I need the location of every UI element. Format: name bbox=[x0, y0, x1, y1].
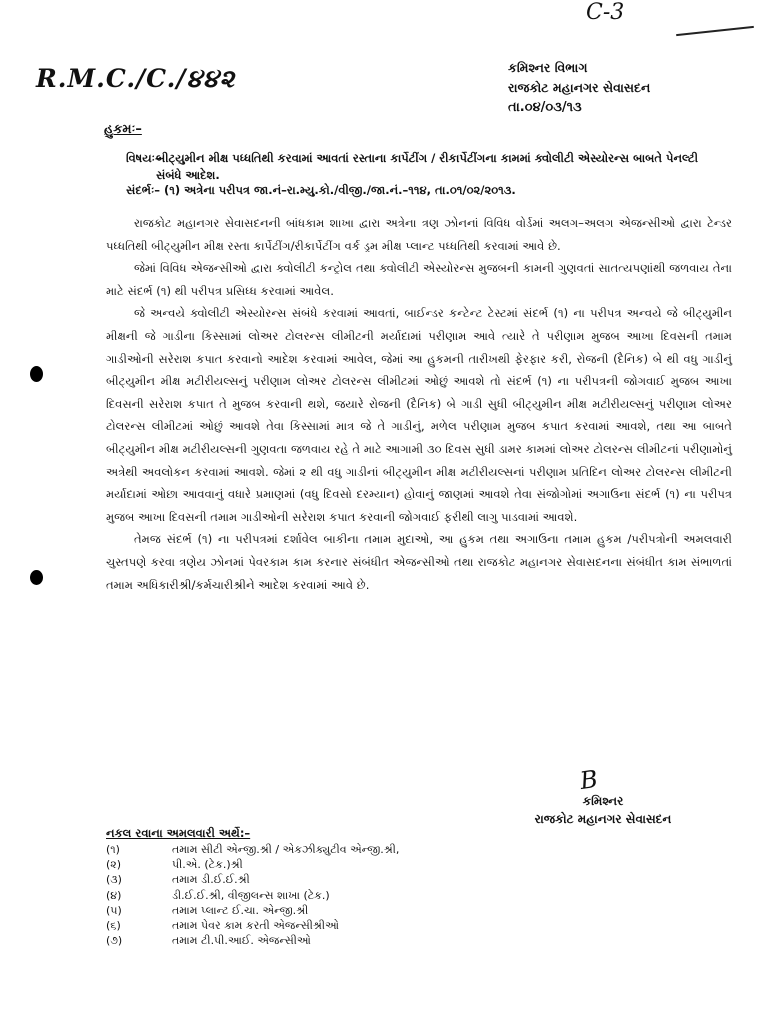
copy-to-list bbox=[106, 842, 399, 948]
corner-mark: C-3 bbox=[586, 0, 625, 25]
item-text: તમામ ડી.ઈ.ઈ.શ્રી bbox=[172, 873, 250, 887]
list-item bbox=[106, 903, 399, 918]
signature-mark: B bbox=[578, 764, 600, 796]
office-block bbox=[508, 58, 650, 118]
list-item bbox=[106, 933, 399, 948]
paragraph: તેમજ સંદર્ભ (૧) ના પરીપત્રમાં દર્શાવેલ બાકીના તમામ મુદાઓ, આ હુકમ તથા અગાઉના તમામ હુકમ /પરીપત્રોની અમલવારી ચુસ્તપણે કરવા ત્રણેય ઝોનમાં પેવરકામ કામ કરનાર સંબંધીત એજન્સીઓ તથા રાજકોટ મહાનગર સેવાસદનના સંબંધીત કામ સંભાળતાં તમામ અધિકારીશ્રી/કર્મચારીશ્રીને આદેશ કરવામાં આવે છે. bbox=[106, 532, 732, 592]
subject-block bbox=[126, 150, 726, 184]
reference-number: R.M.C./C./૪૪૨ bbox=[36, 64, 236, 93]
item-text: તમામ પ્લાન્ટ ઈ.ચા. એન્જી.શ્રી bbox=[172, 903, 309, 917]
order-body bbox=[106, 212, 732, 596]
item-text: તમામ સીટી એન્જી.શ્રી / એકઝીક્યુટીવ એન્જી.શ્રી, bbox=[172, 843, 400, 856]
item-number: (૪) bbox=[106, 888, 122, 902]
order-heading: હુકમઃ– bbox=[104, 122, 142, 137]
list-item bbox=[106, 918, 399, 933]
reference-label: સંદર્ભઃ– bbox=[126, 183, 160, 197]
paragraph: રાજકોટ મહાનગર સેવાસદનની બાંધકામ શાખા દ્વારા અત્રેના ત્રણ ઝોનનાં વિવિધ વોર્ડમાં અલગ–અલગ એજન્સીઓ દ્વારા ટેન્ડર પધ્ધતિથી બીટ્યુમીન મીક્ષ રસ્તા કાર્પેટીંગ/રીકાર્પેટીંગ વર્ક ડ્રમ મીક્ષ પ્લાન્ટ પધ્ધતિથી કરવામાં આવે છે. bbox=[106, 216, 732, 253]
punch-hole-mark bbox=[30, 366, 43, 382]
item-number: (૬) bbox=[106, 919, 121, 933]
item-number: (૧) bbox=[106, 843, 120, 856]
list-item bbox=[106, 857, 399, 872]
item-number: (૫) bbox=[106, 903, 122, 917]
corner-scribble bbox=[676, 26, 754, 36]
subject-text: બીટ્યુમીન મીક્ષ પધ્ધતિથી કરવામાં આવતાં રસ્તાના કાર્પેટીંગ / રીકાર્પેટીંગના કામમાં ક્વોલીટી એસ્યોરન્સ બાબતે પેનલ્ટી સંબંધે આદેશ. bbox=[156, 151, 699, 182]
list-item bbox=[106, 842, 399, 857]
signatory-block bbox=[508, 792, 698, 828]
item-number: (૭) bbox=[106, 934, 123, 948]
item-text: તમામ ટી.પી.આઈ. એજન્સીઓ bbox=[172, 934, 311, 948]
item-number: (૨) bbox=[106, 858, 122, 872]
paragraph: જે અન્વયે ક્વોલીટી એસ્યોરન્સ સંબંધે કરવામાં આવતાં, બાઈન્ડર કન્ટેન્ટ ટેસ્ટમાં સંદર્ભ (૧) ના પરીપત્ર અન્વયે જે બીટ્યુમીન મીક્ષની જે ગાડીના કિસ્સામાં લોઅર ટોલરન્સ લીમીટની મર્યાદામાં પરીણામ આવે ત્યારે તે પરીણામ મુજબ આખા દિવસની તમામ ગાડીઓની સરેરાશ કપાત કરવાનો આદેશ કરવામાં આવેલ, જેમાં આ હુકમની તારીખથી ફેરફાર કરી, રોજની (દૈનિક) બે થી વધુ ગાડીનું બીટ્યુમીન મીક્ષ મટીરીયલ્સનું પરીણામ લોઅર ટોલરન્સ લીમીટમાં ઓછું આવશે તો સંદર્ભ (૧) ના પરીપત્રની જોગવાઈ મુજબ આખા દિવસની સરેરાશ કપાત તે મુજબ કરવાની થશે, જયારે રોજની (દૈનિક) બે ગાડી સુધી બીટ્યુમીન મીક્ષ મટીરીયલ્સનું પરીણામ લોઅર ટોલરન્સ લીમીટમાં ઓછું આવશે તેવા કિસ્સામાં માત્ર જે તે ગાડીનું, મળેલ પરીણામ મુજબ કપાત કરવામાં આવશે, તથા આ બાબતે બીટ્યુમીન મીક્ષ મટીરીયલ્સની ગુણવતા જળવાય રહે તે માટે આગામી ૩૦ દિવસ સુધી ડામર કામમાં લોઅર ટોલરન્સ લીમીટનાં પરીણામોનું અત્રેથી અવલોકન કરવામાં આવશે. જેમાં ૨ થી વધુ ગાડીનાં બીટ્યુમીન મીક્ષ મટીરીયલ્સનાં પરીણામ પ્રતિદિન લોઅર ટોલરન્સ લીમીટની મર્યાદામાં ઓછા આવવાનું વધારે પ્રમાણમાં (વધુ દિવસો દરમ્યાન) હોવાનું જાણમાં આવશે તેવા સંજોગોમાં અગાઉના સંદર્ભ (૧) ના પરીપત્ર મુજબ આખા દિવસની તમામ ગાડીઓની સરેરાશ કપાત કરવાની જોગવાઈ ફરીથી લાગુ પાડવામાં આવશે. bbox=[106, 306, 732, 524]
order-date: તા.૦૪/૦૩/૧૩ bbox=[508, 100, 582, 115]
subject-label: વિષયઃ– bbox=[126, 151, 161, 165]
list-item bbox=[106, 888, 399, 903]
office-line: રાજકોટ મહાનગર સેવાસદન bbox=[508, 80, 651, 95]
item-text: પી.એ. (ટેક.)શ્રી bbox=[172, 858, 243, 872]
item-text: તમામ પેવર કામ કરતી એજન્સીશ્રીઓ bbox=[172, 919, 339, 933]
reference-block bbox=[126, 183, 726, 198]
item-number: (૩) bbox=[106, 873, 122, 887]
copy-to-heading: નકલ રવાના અમલવારી અર્થે:– bbox=[106, 826, 251, 840]
list-item bbox=[106, 872, 399, 887]
signatory-title: કમિશ્નર bbox=[582, 794, 624, 808]
item-text: ડી.ઈ.ઈ.શ્રી, વીજીલન્સ શાખા (ટેક.) bbox=[172, 888, 330, 902]
paragraph: જેમાં વિવિધ એજન્સીઓ દ્વારા ક્વોલીટી કન્ટ્રોલ તથા ક્વોલીટી એસ્યોરન્સ મુજબની કામની ગુણવતાં સાતત્યપણાંથી જળવાય તેના માટે સંદર્ભ (૧) થી પરીપત્ર પ્રસિધ્ધ કરવામાં આવેલ. bbox=[106, 261, 732, 298]
signatory-office: રાજકોટ મહાનગર સેવાસદન bbox=[534, 812, 672, 826]
punch-hole-mark bbox=[30, 570, 43, 585]
reference-text: (૧) અત્રેના પરીપત્ર જા.નં–રા.મ્યુ.કો./વીજી./જા.નં.–૧૧૪, તા.૦૧/૦૨/૨૦૧૩. bbox=[164, 183, 516, 197]
office-line: કમિશ્નર વિભાગ bbox=[508, 60, 588, 75]
